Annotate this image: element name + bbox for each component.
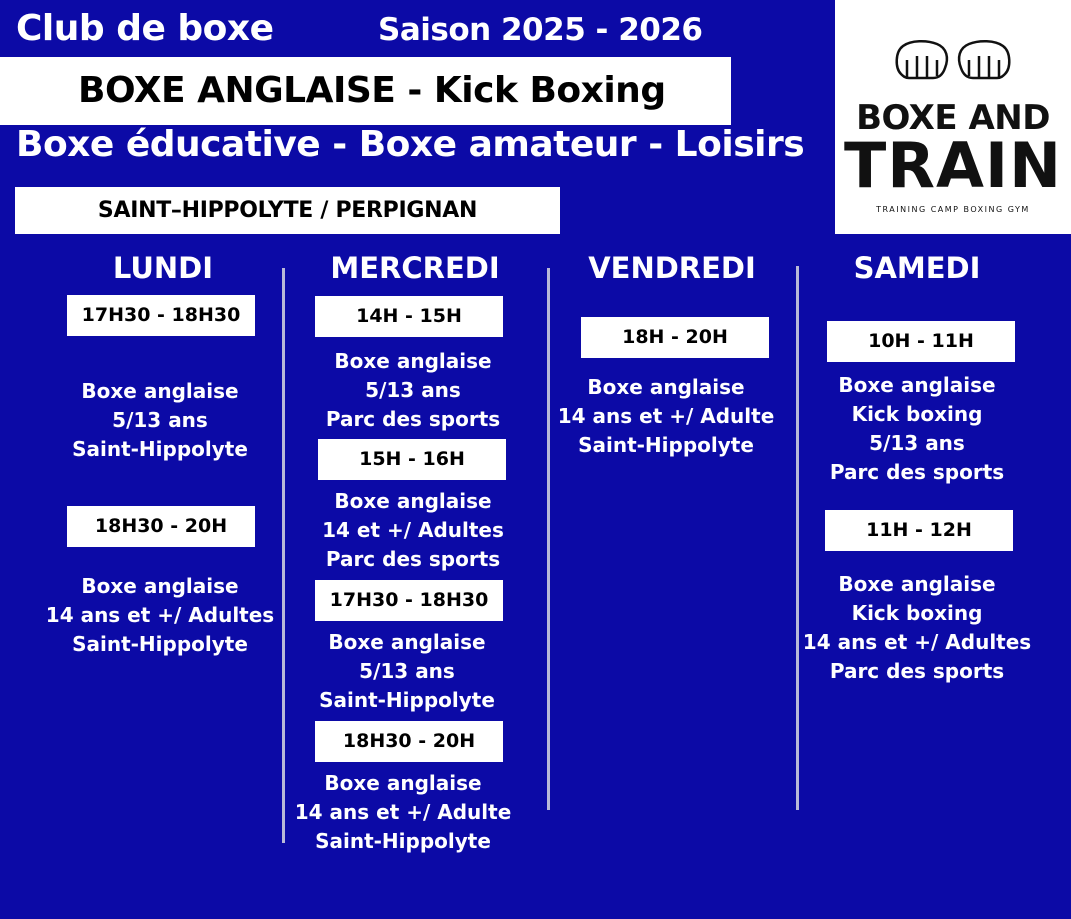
time-slot: 10H - 11H [827, 321, 1015, 362]
time-slot: 17H30 - 18H30 [67, 295, 255, 336]
session-description: Boxe anglaise 5/13 ans Parc des sports [325, 349, 501, 431]
session-description: Boxe anglaise 14 ans et +/ Adulte Saint-Hippolyte [557, 375, 775, 457]
session-description: Boxe anglaise 14 ans et +/ Adultes Saint-Hippolyte [45, 574, 275, 656]
logo-line-1: BOXE AND [856, 98, 1050, 138]
subtitle: Boxe éducative - Boxe amateur - Loisirs [16, 124, 805, 165]
session-description: Boxe anglaise 5/13 ans Saint-Hippolyte [72, 379, 248, 461]
column-divider [547, 268, 550, 810]
boxing-gloves-icon [893, 38, 1013, 82]
time-slot: 18H30 - 20H [315, 721, 503, 762]
location-banner [15, 187, 560, 234]
day-mercredi: MERCREDI [330, 251, 500, 285]
day-samedi: SAMEDI [853, 251, 981, 285]
time-slot: 14H - 15H [315, 296, 503, 337]
session-description: Boxe anglaise Kick boxing 14 ans et +/ Adultes Parc des sports [802, 572, 1032, 683]
season-label: Saison 2025 - 2026 [378, 12, 703, 48]
session-description: Boxe anglaise 14 et +/ Adultes Parc des sports [322, 489, 504, 571]
logo-line-2: TRAIN [844, 129, 1062, 202]
day-vendredi: VENDREDI [588, 251, 756, 285]
time-slot: 17H30 - 18H30 [315, 580, 503, 621]
location-text: SAINT–HIPPOLYTE / PERPIGNAN [97, 198, 478, 223]
club-title: Club de boxe [16, 8, 274, 49]
time-slot: 18H30 - 20H [67, 506, 255, 547]
session-description: Boxe anglaise 5/13 ans Saint-Hippolyte [319, 630, 495, 712]
time-slot: 11H - 12H [825, 510, 1013, 551]
logo [835, 0, 1071, 234]
time-slot: 18H - 20H [581, 317, 769, 358]
day-lundi: LUNDI [112, 251, 214, 285]
column-divider [796, 266, 799, 810]
disciplines-banner [0, 57, 731, 125]
logo-tagline: TRAINING CAMP BOXING GYM [876, 205, 1030, 214]
disciplines-text: BOXE ANGLAISE - Kick Boxing [78, 70, 666, 111]
session-description: Boxe anglaise Kick boxing 5/13 ans Parc des sports [829, 373, 1005, 484]
session-description: Boxe anglaise 14 ans et +/ Adulte Saint-Hippolyte [294, 771, 512, 853]
column-divider [282, 268, 285, 843]
time-slot: 15H - 16H [318, 439, 506, 480]
